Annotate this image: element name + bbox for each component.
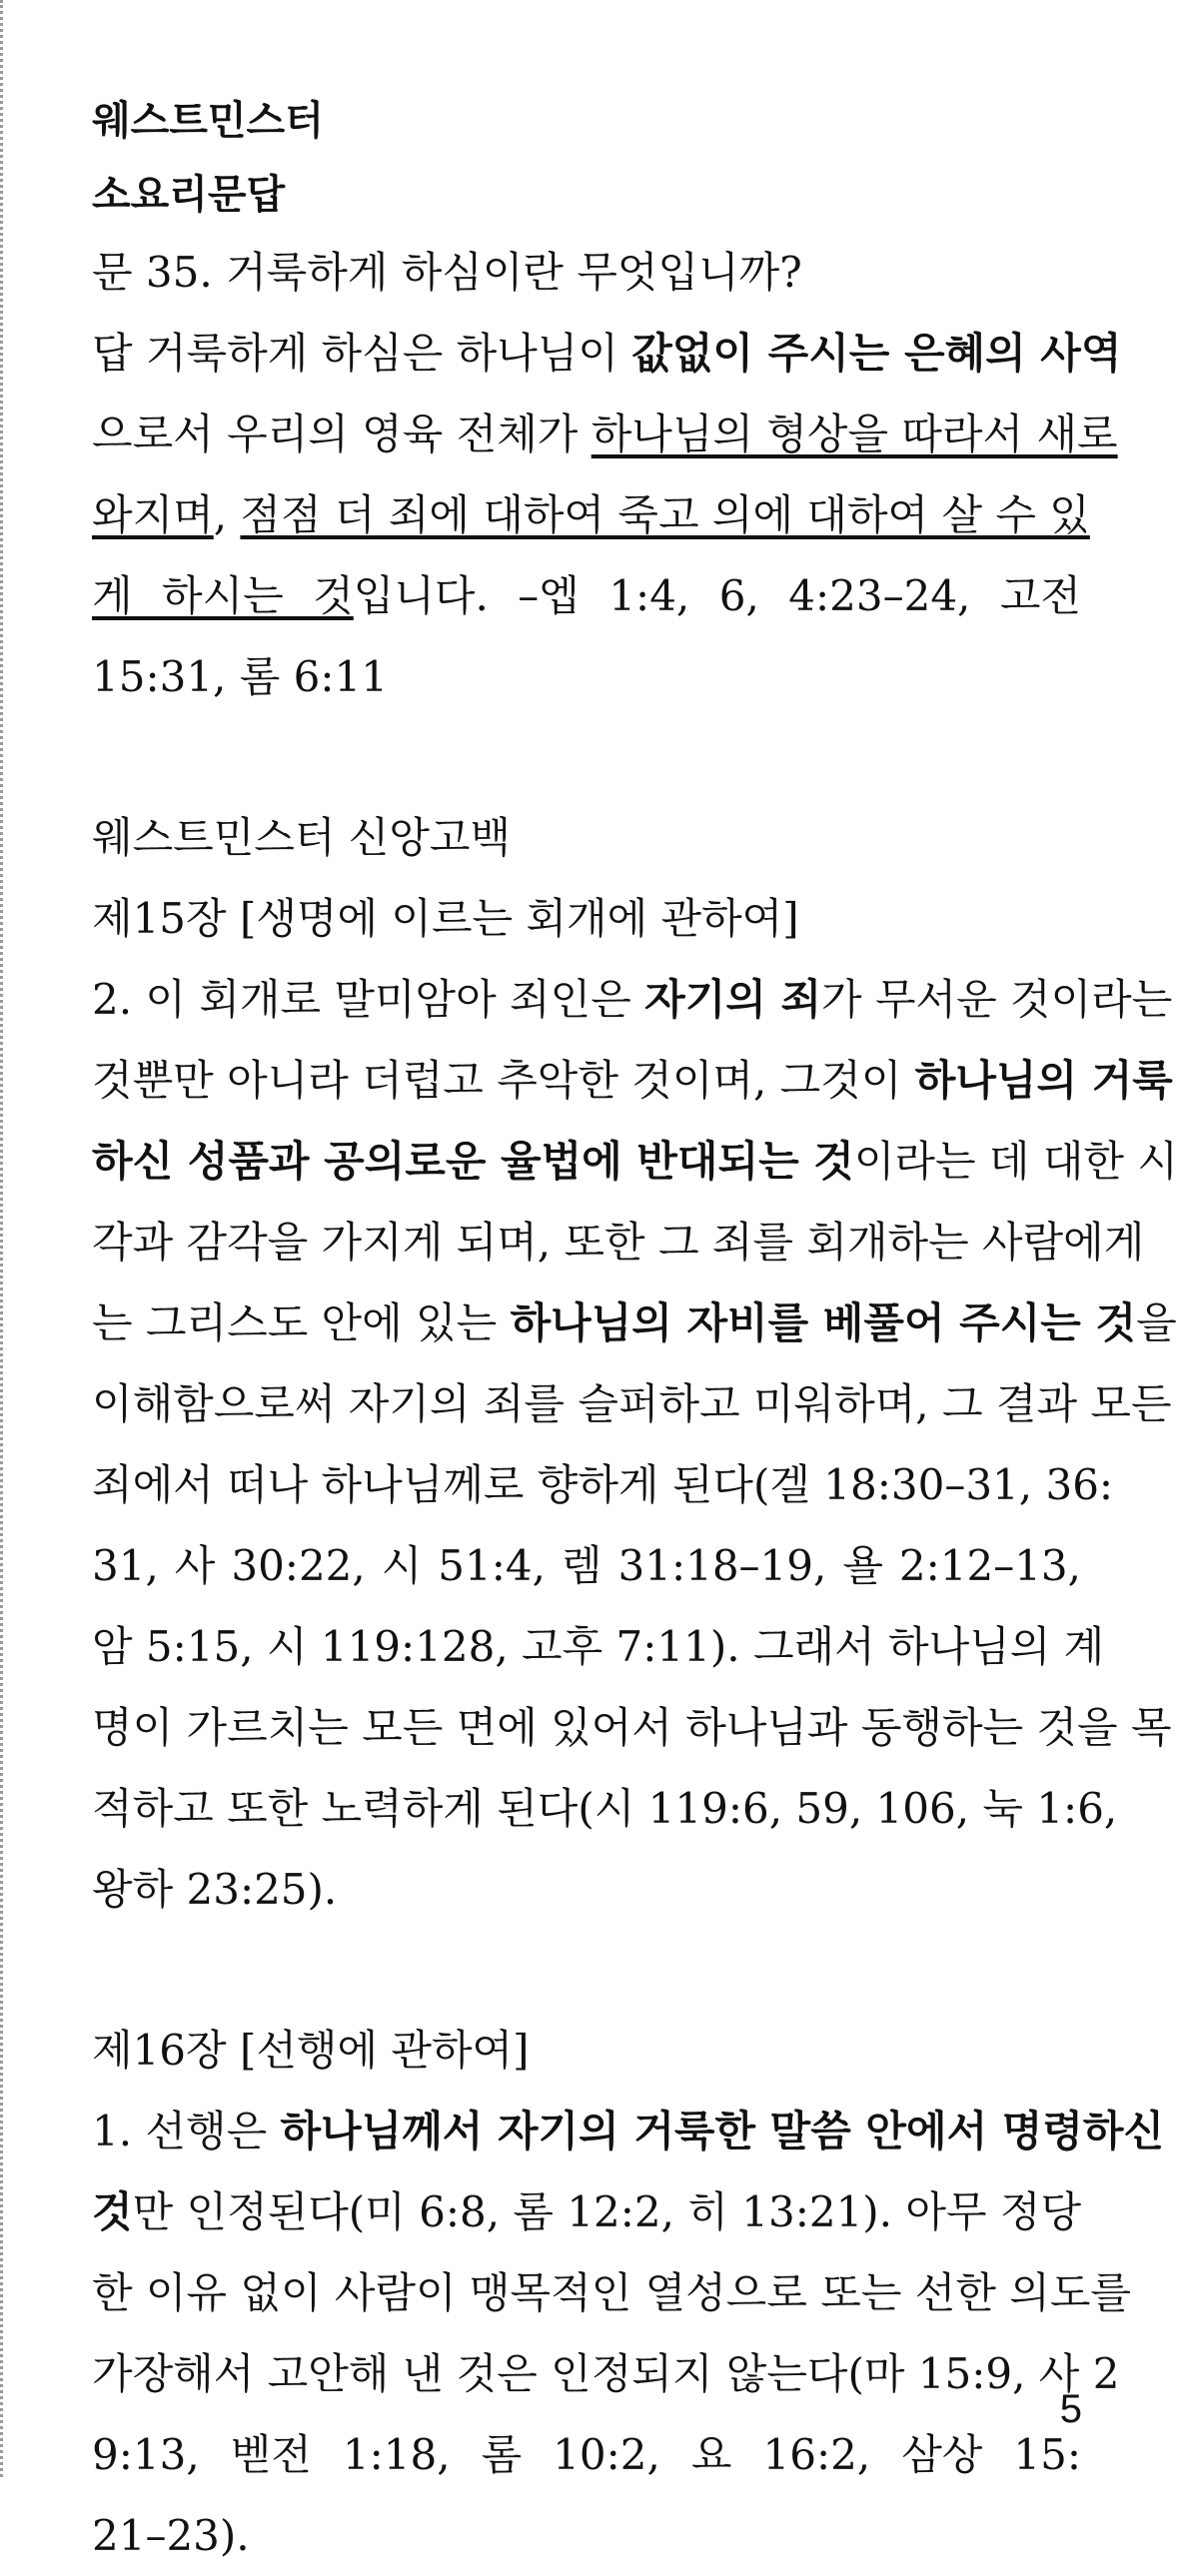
answer-underlined: 점점 더 죄에 대하여 죽고 의에 대하여 살 수 있: [240, 490, 1090, 539]
catechism-title-line1: 웨스트민스터: [92, 98, 324, 144]
ch15-emphasis: 하나님의 자비를 베풀어 주시는 것: [510, 1298, 1137, 1347]
ch15-line-7: 죄에서 떠나 하나님께로 향하게 된다(겔 18:30–31, 36:: [92, 1460, 1114, 1509]
ch16-line-1: [92, 2091, 1165, 2171]
ch15-line-10: 명이 가르치는 모든 면에 있어서 하나님과 동행하는 것을 목: [92, 1703, 1172, 1752]
ch15-line-5: [92, 1283, 1177, 1363]
ch16-text: 만 인정된다(미 6:8, 롬 12:2, 히 13:21). 아무 정당: [132, 2187, 1082, 2236]
catechism-title-line2: 소요리문답: [92, 172, 286, 218]
ch15-line-6: 이해함으로써 자기의 죄를 슬퍼하고 미워하며, 그 결과 모든: [92, 1379, 1172, 1428]
ch15-line-12: 왕하 23:25).: [92, 1865, 338, 1914]
ch15-line-8: 31, 사 30:22, 시 51:4, 렘 31:18–19, 욜 2:12–13,: [92, 1541, 1081, 1590]
ch16-emphasis: 것: [92, 2187, 133, 2236]
answer-text: 입니다. –엡 1:4, 6, 4:23–24, 고전: [353, 571, 1081, 620]
answer-line-2: [92, 394, 1118, 474]
chapter-15-heading: 제15장 [생명에 이르는 회개에 관하여]: [92, 894, 799, 943]
answer-text: 으로서 우리의 영육 전체가: [92, 410, 591, 458]
section-gap: [92, 717, 1081, 797]
page-number: 5: [1059, 2387, 1082, 2431]
ch15-line-9: 암 5:15, 시 119:128, 고후 7:11). 그래서 하나님의 계: [92, 1622, 1105, 1671]
ch15-text: 2. 이 회개로 말미암아 죄인은: [92, 975, 645, 1024]
ch15-line-4: 각과 감각을 가지게 되며, 또한 그 죄를 회개하는 사람에게: [92, 1218, 1145, 1267]
ch15-line-3: [92, 1121, 1178, 1202]
ch15-text: 을: [1136, 1298, 1177, 1347]
confession-title: 웨스트민스터 신앙고백: [92, 813, 512, 862]
answer-underlined: 와지며: [92, 490, 214, 539]
answer-text: 답 거룩하게 하심은 하나님이: [92, 329, 632, 378]
answer-line-3: [92, 474, 1090, 555]
answer-underlined: 하나님의 형상을 따라서 새로: [590, 410, 1118, 458]
ch15-emphasis: 하신 성품과 공의로운 율법에 반대되는 것: [92, 1137, 854, 1186]
ch16-text: 1. 선행은: [92, 2107, 281, 2155]
ch15-text: 는 그리스도 안에 있는: [92, 1298, 511, 1347]
section-gap: [92, 1930, 1081, 2010]
answer-emphasis: 값없이 주시는 은혜의 사역: [631, 329, 1122, 378]
page-content: [92, 84, 1178, 2576]
ch15-emphasis: 하나님의 거룩: [914, 1056, 1173, 1105]
answer-underlined: 게 하시는 것: [92, 571, 354, 620]
answer-line-5: 15:31, 롬 6:11: [92, 652, 388, 701]
ch15-text: 가 무서운 것이라는: [821, 975, 1173, 1024]
ch15-text: 것뿐만 아니라 더럽고 추악한 것이며, 그것이: [92, 1056, 915, 1105]
ch16-line-5: 9:13, 벧전 1:18, 롬 10:2, 요 16:2, 삼상 15:: [92, 2430, 1081, 2479]
ch16-line-4: 가장해서 고안해 낸 것은 인정되지 않는다(마 15:9, 사 2: [92, 2349, 1120, 2398]
ch16-emphasis: 하나님께서 자기의 거룩한 말씀 안에서 명령하신: [280, 2107, 1165, 2155]
chapter-16-heading: 제16장 [선행에 관하여]: [92, 2026, 530, 2075]
ch16-line-6: 21–23).: [92, 2511, 250, 2560]
question-35: 문 35. 거룩하게 하심이란 무엇입니까?: [92, 248, 802, 297]
answer-text: ,: [213, 490, 241, 539]
ch15-text: 이라는 데 대한 시: [853, 1137, 1178, 1186]
ch15-line-2: [92, 1040, 1173, 1121]
ch15-line-1: [92, 959, 1173, 1040]
answer-line-4: [92, 555, 1081, 636]
ch15-emphasis: 자기의 죄: [644, 975, 822, 1024]
page-edge-dotted-line: [0, 0, 3, 2477]
ch16-line-2: [92, 2171, 1081, 2252]
ch15-line-11: 적하고 또한 노력하게 된다(시 119:6, 59, 106, 눅 1:6,: [92, 1784, 1118, 1833]
ch16-line-3: 한 이유 없이 사람이 맹목적인 열성으로 또는 선한 의도를: [92, 2268, 1131, 2317]
answer-line-1: [92, 313, 1122, 394]
